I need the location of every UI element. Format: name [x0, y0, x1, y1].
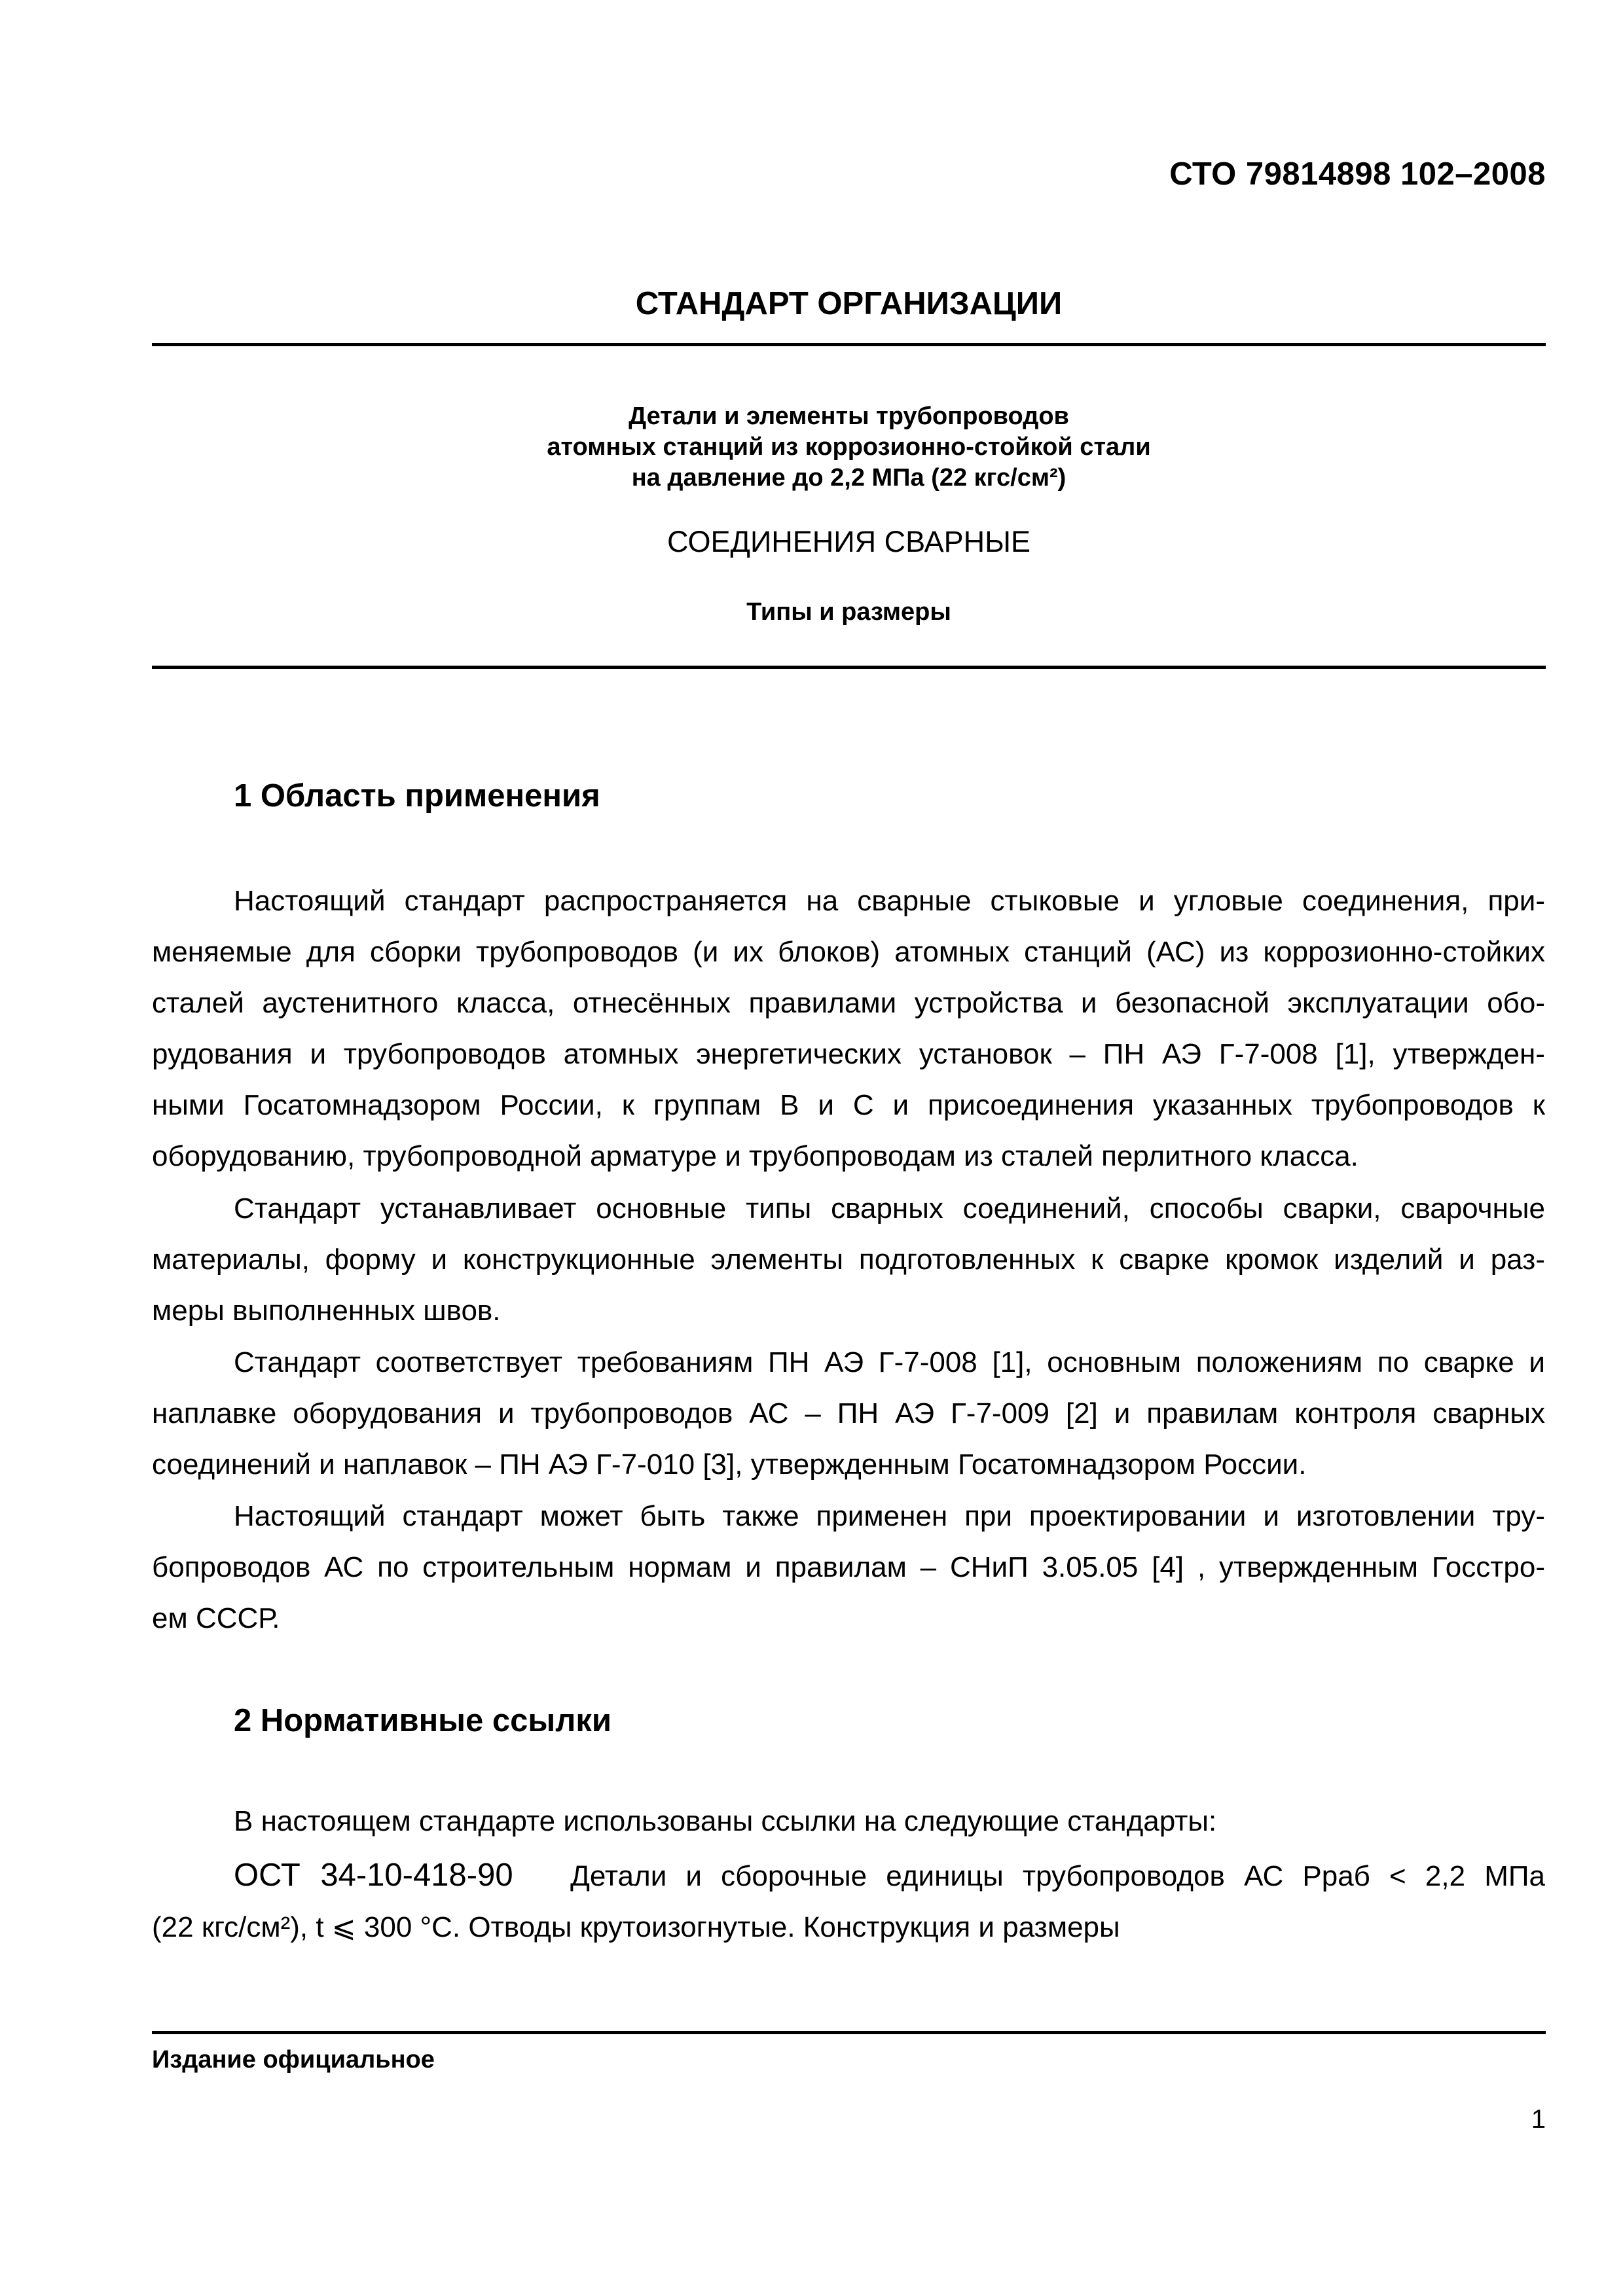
edition-label: Издание официальное [152, 2046, 435, 2073]
text-line: В настоящем стандарте использованы ссылки на следующие стандарты: [234, 1805, 1217, 1837]
reference-title: Детали и сборочные единицы трубопроводов АС Рраб < 2,2 МПа [570, 1860, 1545, 1892]
text-line: Стандарт соответствует требованиям ПН АЭ Г-7-008 [1], основным положениям по сварке и [234, 1346, 1545, 1378]
subject-line: атомных станций из коррозионно-стойкой стали [547, 433, 1151, 461]
text-line: сталей аустенитного класса, отнесённых правилами устройства и безопасной эксплуатации обо- [152, 987, 1545, 1019]
references-intro [152, 1796, 1545, 1847]
section-heading-references: 2 Нормативные ссылки [234, 1703, 611, 1738]
text-line: ными Госатомнадзором России, к группам В и С и присоединения указанных трубопроводов к [152, 1089, 1545, 1121]
text-line: наплавке оборудования и трубопроводов АС – ПН АЭ Г-7-009 [2] и правилам контроля сварных [152, 1397, 1545, 1429]
paragraph-scope-4 [152, 1491, 1545, 1644]
paragraph-scope-2 [152, 1183, 1545, 1336]
top-rule [152, 343, 1546, 346]
document-name: СОЕДИНЕНИЯ СВАРНЫЕ [666, 525, 1031, 558]
document-code: СТО 79814898 102–2008 [1169, 156, 1546, 192]
text-line: Настоящий стандарт может быть также применен при проектировании и изготовлении тру- [234, 1500, 1545, 1532]
page-number: 1 [1531, 2105, 1546, 2134]
footer-rule [152, 2031, 1546, 2034]
standard-title: СТАНДАРТ ОРГАНИЗАЦИИ [635, 286, 1063, 321]
subject-line: на давление до 2,2 МПа (22 кгс/см²) [631, 464, 1067, 492]
text-line: бопроводов АС по строительным нормам и правилам – СНиП 3.05.05 [4] , утвержденным Госстро- [152, 1551, 1545, 1583]
reference-entry [152, 1850, 1545, 1953]
document-subname: Типы и размеры [746, 598, 951, 626]
text-line: Стандарт устанавливает основные типы сварных соединений, способы сварки, сварочные [234, 1193, 1545, 1225]
title-block-rule [152, 666, 1546, 669]
text-line: материалы, форму и конструкционные элементы подготовленных к сварке кромок изделий и раз- [152, 1244, 1545, 1276]
text-line: оборудованию, трубопроводной арматуре и трубопроводам из сталей перлитного класса. [152, 1140, 1359, 1172]
reference-code: ОСТ 34-10-418-90 [234, 1857, 513, 1893]
paragraph-scope-1 [152, 876, 1545, 1182]
text-line: ем СССР. [152, 1602, 280, 1634]
subject-block [152, 401, 1546, 493]
text-line: меры выполненных швов. [152, 1295, 501, 1327]
section-heading-scope: 1 Область применения [234, 778, 600, 814]
text-line: (22 кгс/см²), t ⩽ 300 °С. Отводы крутоизогнутые. Конструкция и размеры [152, 1911, 1120, 1943]
text-line: Настоящий стандарт распространяется на сварные стыковые и угловые соединения, при- [234, 885, 1545, 917]
text-line [152, 1850, 1545, 1902]
text-line: соединений и наплавок – ПН АЭ Г-7-010 [3], утвержденным Госатомнадзором России. [152, 1448, 1307, 1480]
subject-line: Детали и элементы трубопроводов [629, 403, 1069, 430]
text-line: рудования и трубопроводов атомных энергетических установок – ПН АЭ Г-7-008 [1], утвержден- [152, 1038, 1545, 1070]
paragraph-scope-3 [152, 1337, 1545, 1490]
text-line: меняемые для сборки трубопроводов (и их блоков) атомных станций (АС) из коррозионно-стойких [152, 936, 1545, 968]
